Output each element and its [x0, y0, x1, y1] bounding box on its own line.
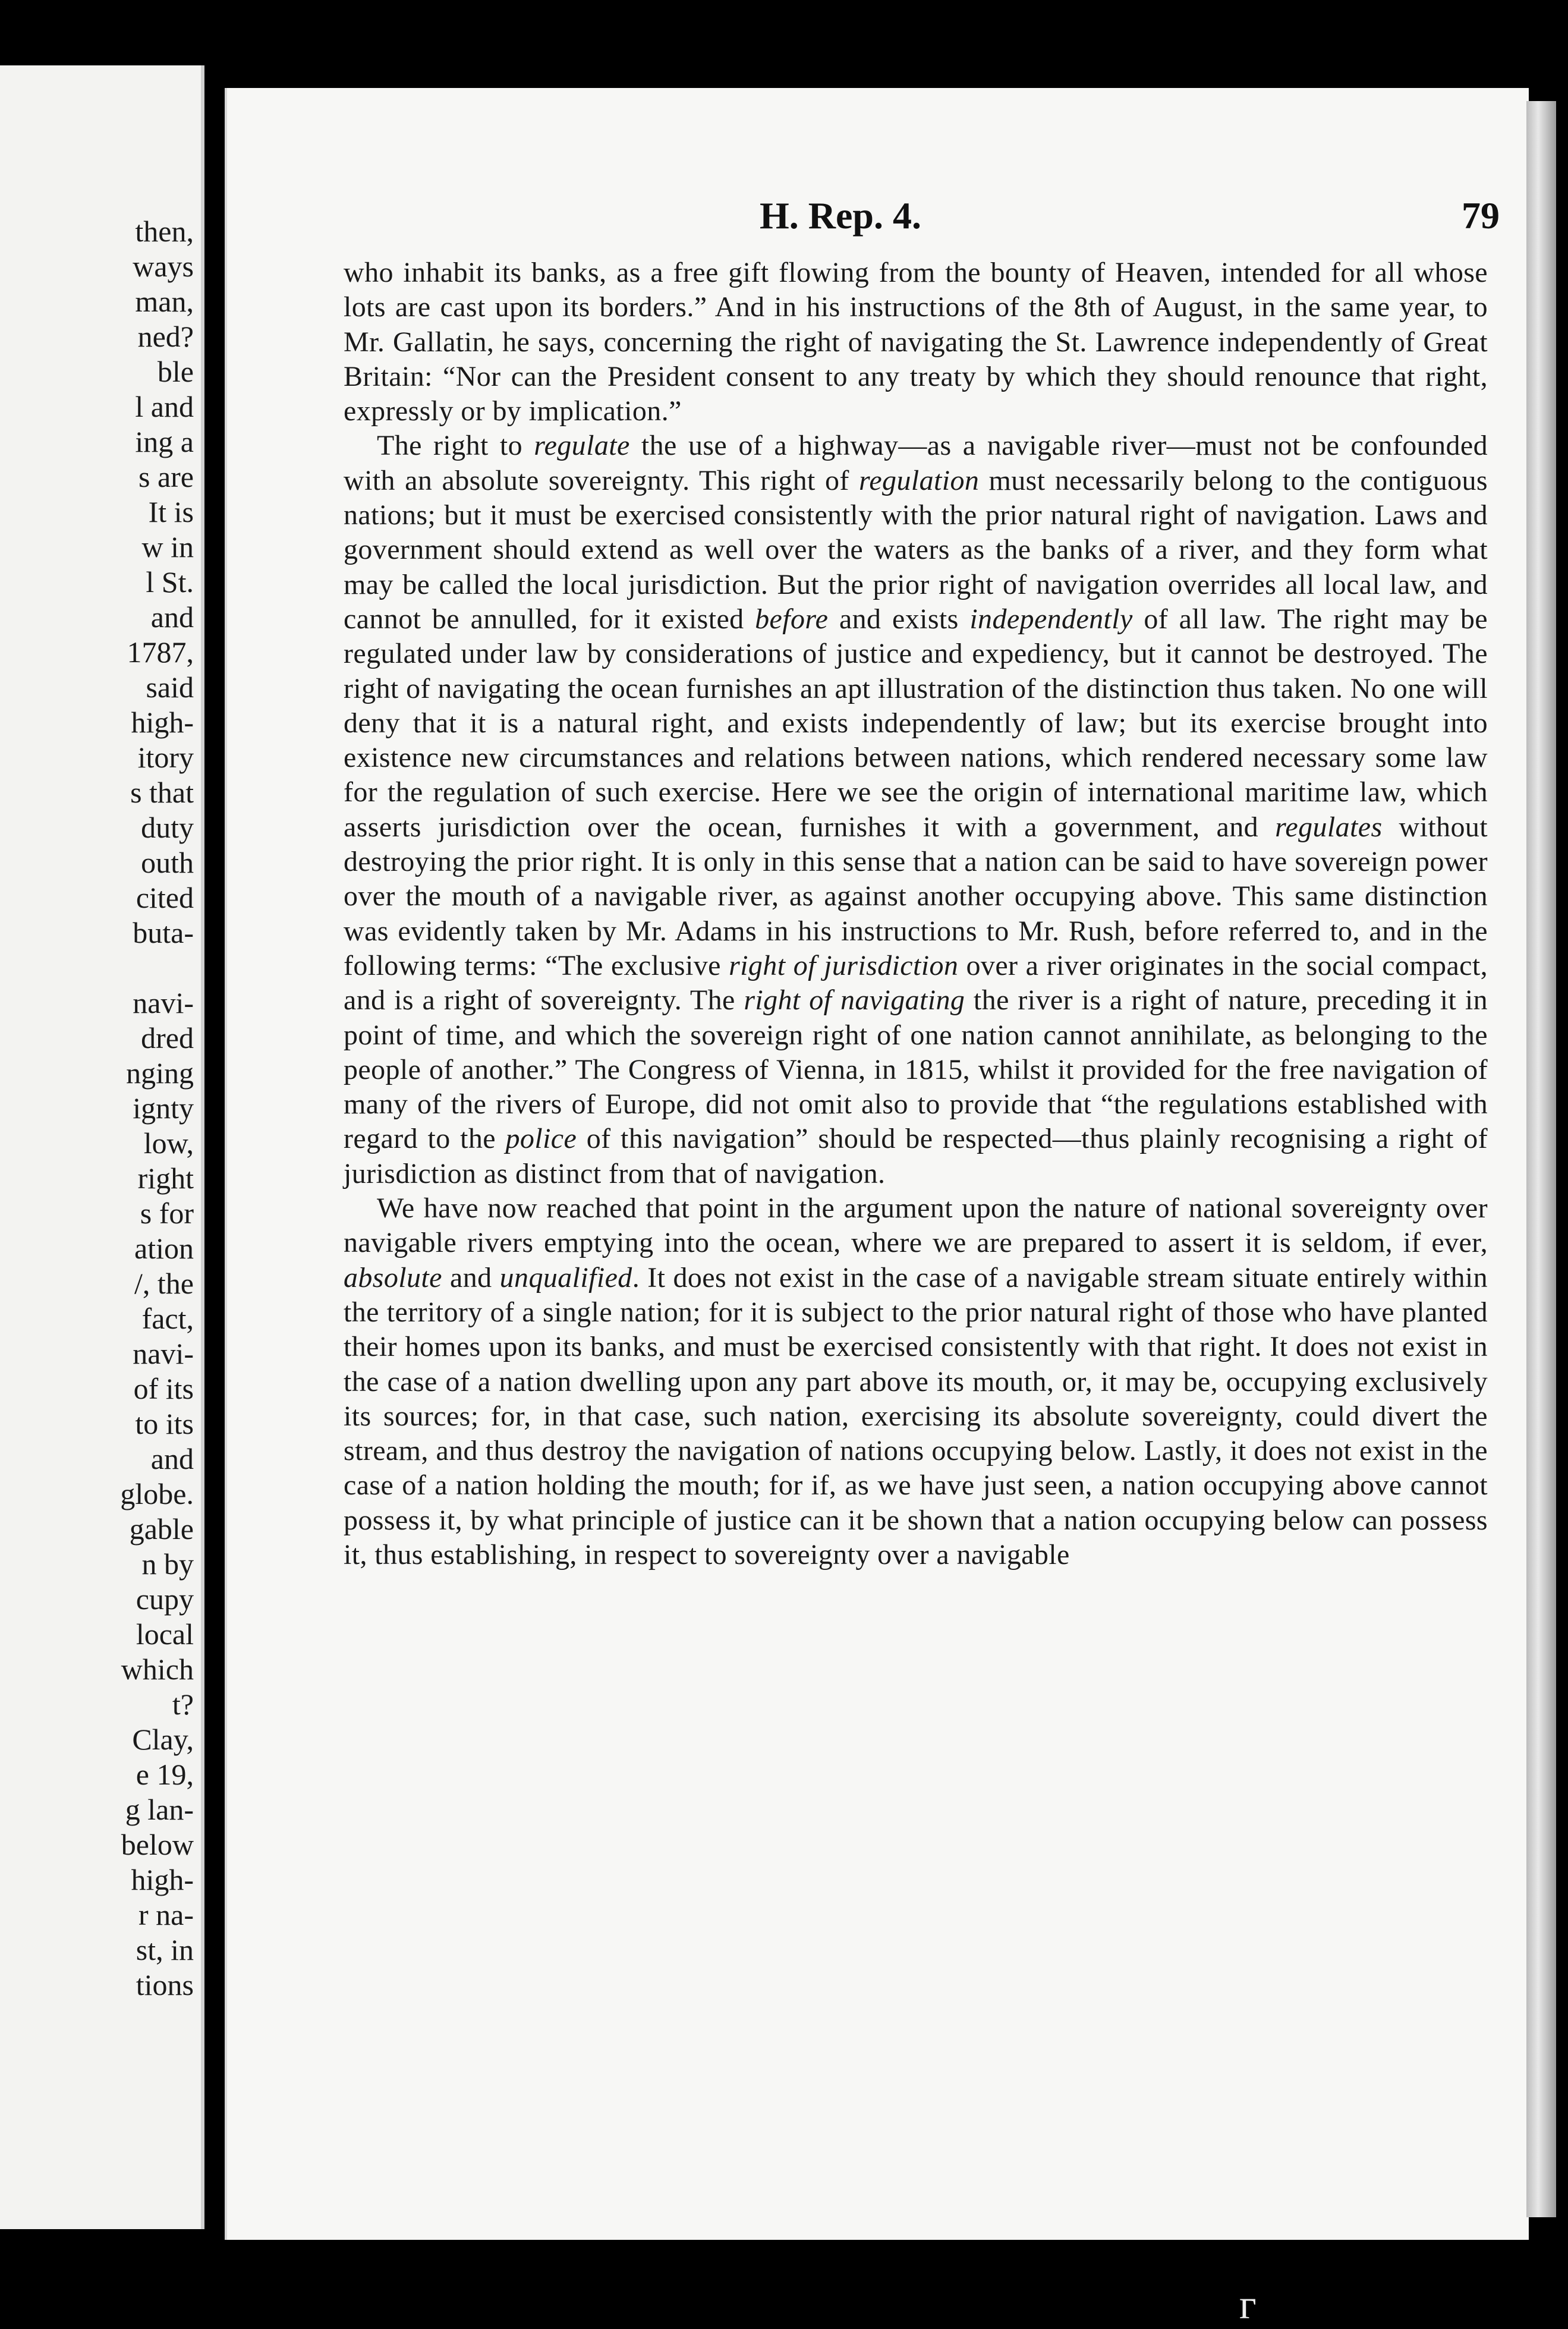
page-edge: [1526, 101, 1556, 2217]
italic-text: before: [755, 603, 829, 635]
left-page-fragment: ned?: [137, 320, 194, 353]
left-page-fragment: to its: [135, 1407, 194, 1440]
left-page-fragment: ation: [134, 1232, 194, 1265]
left-page-fragment: st, in: [136, 1933, 194, 1966]
left-page-fragment: outh: [141, 846, 194, 879]
text-run: The right to: [377, 430, 534, 462]
left-page-fragment: high-: [131, 706, 194, 739]
text-run: and: [442, 1261, 500, 1293]
left-page-fragment: s that: [130, 776, 194, 809]
left-page-fragment: which: [121, 1653, 194, 1686]
left-page-fragment: [120, 951, 194, 986]
left-page-fragment: and: [150, 1442, 194, 1475]
left-page-fragment: gable: [129, 1512, 194, 1546]
left-page-fragment: 1787,: [127, 635, 194, 669]
left-page-fragment: ignty: [133, 1091, 194, 1125]
scan-mark: г: [1239, 2282, 1257, 2328]
italic-text: right of jurisdiction: [729, 949, 959, 981]
left-page-fragment: said: [146, 671, 194, 704]
left-page-fragment: s are: [138, 460, 194, 493]
italic-text: regulation: [859, 464, 980, 496]
left-page-fragment: navi-: [133, 986, 194, 1019]
italic-text: regulates: [1275, 811, 1383, 843]
italic-text: right of navigating: [744, 984, 965, 1016]
left-page-fragment: n by: [141, 1547, 194, 1581]
left-page-fragment: cupy: [136, 1582, 194, 1616]
left-page-fragment: right: [137, 1162, 194, 1195]
italic-text: regulate: [534, 430, 630, 462]
text-run: who inhabit its banks, as a free gift flowing from the bounty of Heaven, intended for all whose lots are cast upon its borders.” And in his instructions of the 8th of August, in the same year, to Mr. Gallatin, he says, concerning the right of navigating the St. Lawrence independently of Great Britain: “Nor can the President consent to any treaty by which they should renounce that right, expressly or by implication.”: [344, 257, 1488, 427]
left-page-fragment: low,: [143, 1126, 194, 1160]
text-run: the river is a right of nature, preceding it in point of time, and which the sovereign right of one nation cannot annihilate, as belonging to the people of another.” The Congress of Vienna, in 1815, whilst it provided for the free navigation of many of the rivers of Europe, did not omit also to provide that “the regulations established with regard to the: [344, 984, 1488, 1155]
text-run: must necessarily belong to the contiguous nations; but it must be exercised consistently with the prior natural right of navigation. Laws and government should extend as well over the waters as the banks of a river, and they form what may be called the local jurisdiction. But the prior right of navigation overrides all local law, and cannot be annulled, for it existed: [344, 464, 1488, 635]
text-run: the use of a highway—as a navigable river—must not be confounded with an absolute sovereignty. This right of: [344, 430, 1488, 496]
italic-text: unqualified: [499, 1261, 632, 1293]
text-run: . It does not exist in the case of a navigable stream situate entirely within the territory of a single nation; for it is subject to the prior natural right of those who have planted their homes upon its banks, and must be exercised consistently with that right. It does not exist in the case of a nation dwelling upon any part above its mouth, or, it may be, occupying exclusively its sources; for, in that case, such nation, exercising its absolute sovereignty, could divert the stream, and thus destroy the navigation of nations occupying below. Lastly, it does not exist in the case of a nation holding the mouth; for if, as we have just seen, a nation occupying above cannot possess it, by what principle of justice can it be shown that a nation occupying below can possess it, thus establishing, in respect to sovereignty over a navigable: [344, 1261, 1488, 1570]
left-page-fragment: globe.: [120, 1477, 194, 1510]
left-page-fragment: high-: [131, 1863, 194, 1896]
text-run: of all law. The right may be regulated under law by considerations of justice and expediency, but it cannot be destroyed. The right of navigating the ocean furnishes an apt illustration of the distinction thus taken. No one will deny that it is a natural right, and exists independently of law; but its exercise brought into existence new circumstances and relations between nations, which rendered necessary some law for the regulation of such exercise. Here we see the origin of international maritime law, which asserts jurisdiction over the ocean, furnishes it with a government, and: [344, 603, 1488, 843]
left-page-fragment: tions: [136, 1968, 194, 2001]
left-page-fragment: l St.: [146, 565, 194, 599]
left-page-fragment: /, the: [134, 1267, 194, 1300]
left-page-fragment: ble: [157, 355, 194, 388]
left-page-fragment: itory: [137, 741, 194, 774]
left-page-text-fragments: [120, 214, 194, 2003]
left-page-fragment: It is: [148, 495, 194, 528]
left-page-fragment: l and: [135, 390, 194, 423]
left-page-fragment: buta-: [133, 916, 194, 949]
left-page-fragment: dred: [141, 1021, 194, 1055]
text-run: and exists: [828, 603, 970, 635]
text-run: We have now reached that point in the argument upon the nature of national sovereignty over navigable rivers emptying into the ocean, where we are prepared to assert it is seldom, if ever,: [344, 1192, 1488, 1259]
left-page-fragment: w in: [141, 530, 194, 564]
left-page-fragment: r na-: [138, 1898, 194, 1931]
left-page-fragment: g lan-: [125, 1793, 194, 1826]
paragraph: [344, 429, 1488, 1191]
italic-text: police: [505, 1123, 577, 1155]
italic-text: absolute: [344, 1261, 442, 1293]
text-run: over a river originates in the social compact, and is a right of sovereignty. The: [344, 949, 1488, 1016]
running-head: H. Rep. 4.: [760, 194, 921, 237]
left-page-fragment: e 19,: [136, 1758, 194, 1791]
text-run: without destroying the prior right. It is only in this sense that a nation can be said to have sovereign power over the mouth of a navigable river, as against another occupying above. This same distinction was evidently taken by Mr. Adams in his instructions to Mr. Rush, before referred to, and in the following terms: “The exclusive: [344, 811, 1488, 981]
left-page-fragment: cited: [136, 881, 194, 914]
left-page-fragment: Clay,: [132, 1723, 194, 1756]
page-header: [225, 111, 1526, 237]
left-page-fragment: local: [136, 1617, 194, 1651]
left-page-fragment: fact,: [141, 1302, 194, 1335]
left-page-fragment: ways: [133, 250, 194, 283]
italic-text: independently: [969, 603, 1133, 635]
paragraph: [344, 1191, 1488, 1572]
left-page-fragment: of its: [133, 1372, 194, 1405]
left-page-fragment: man,: [135, 285, 194, 318]
body-text: [344, 256, 1488, 1572]
left-page-fragment: below: [121, 1828, 194, 1861]
left-page-fragment: navi-: [133, 1337, 194, 1370]
left-page-fragment: and: [150, 600, 194, 634]
page-number: 79: [1462, 194, 1500, 237]
left-page: [0, 65, 204, 2229]
paragraph: [344, 256, 1488, 429]
left-page-fragment: s for: [140, 1197, 194, 1230]
left-page-fragment: then,: [135, 215, 194, 248]
left-page-fragment: nging: [126, 1056, 194, 1090]
left-page-fragment: ing a: [135, 425, 194, 458]
left-page-fragment: t?: [172, 1688, 194, 1721]
text-run: of this navigation” should be respected—thus plainly recognising a right of jurisdiction as distinct from that of navigation.: [344, 1123, 1488, 1189]
left-page-fragment: duty: [141, 811, 194, 844]
